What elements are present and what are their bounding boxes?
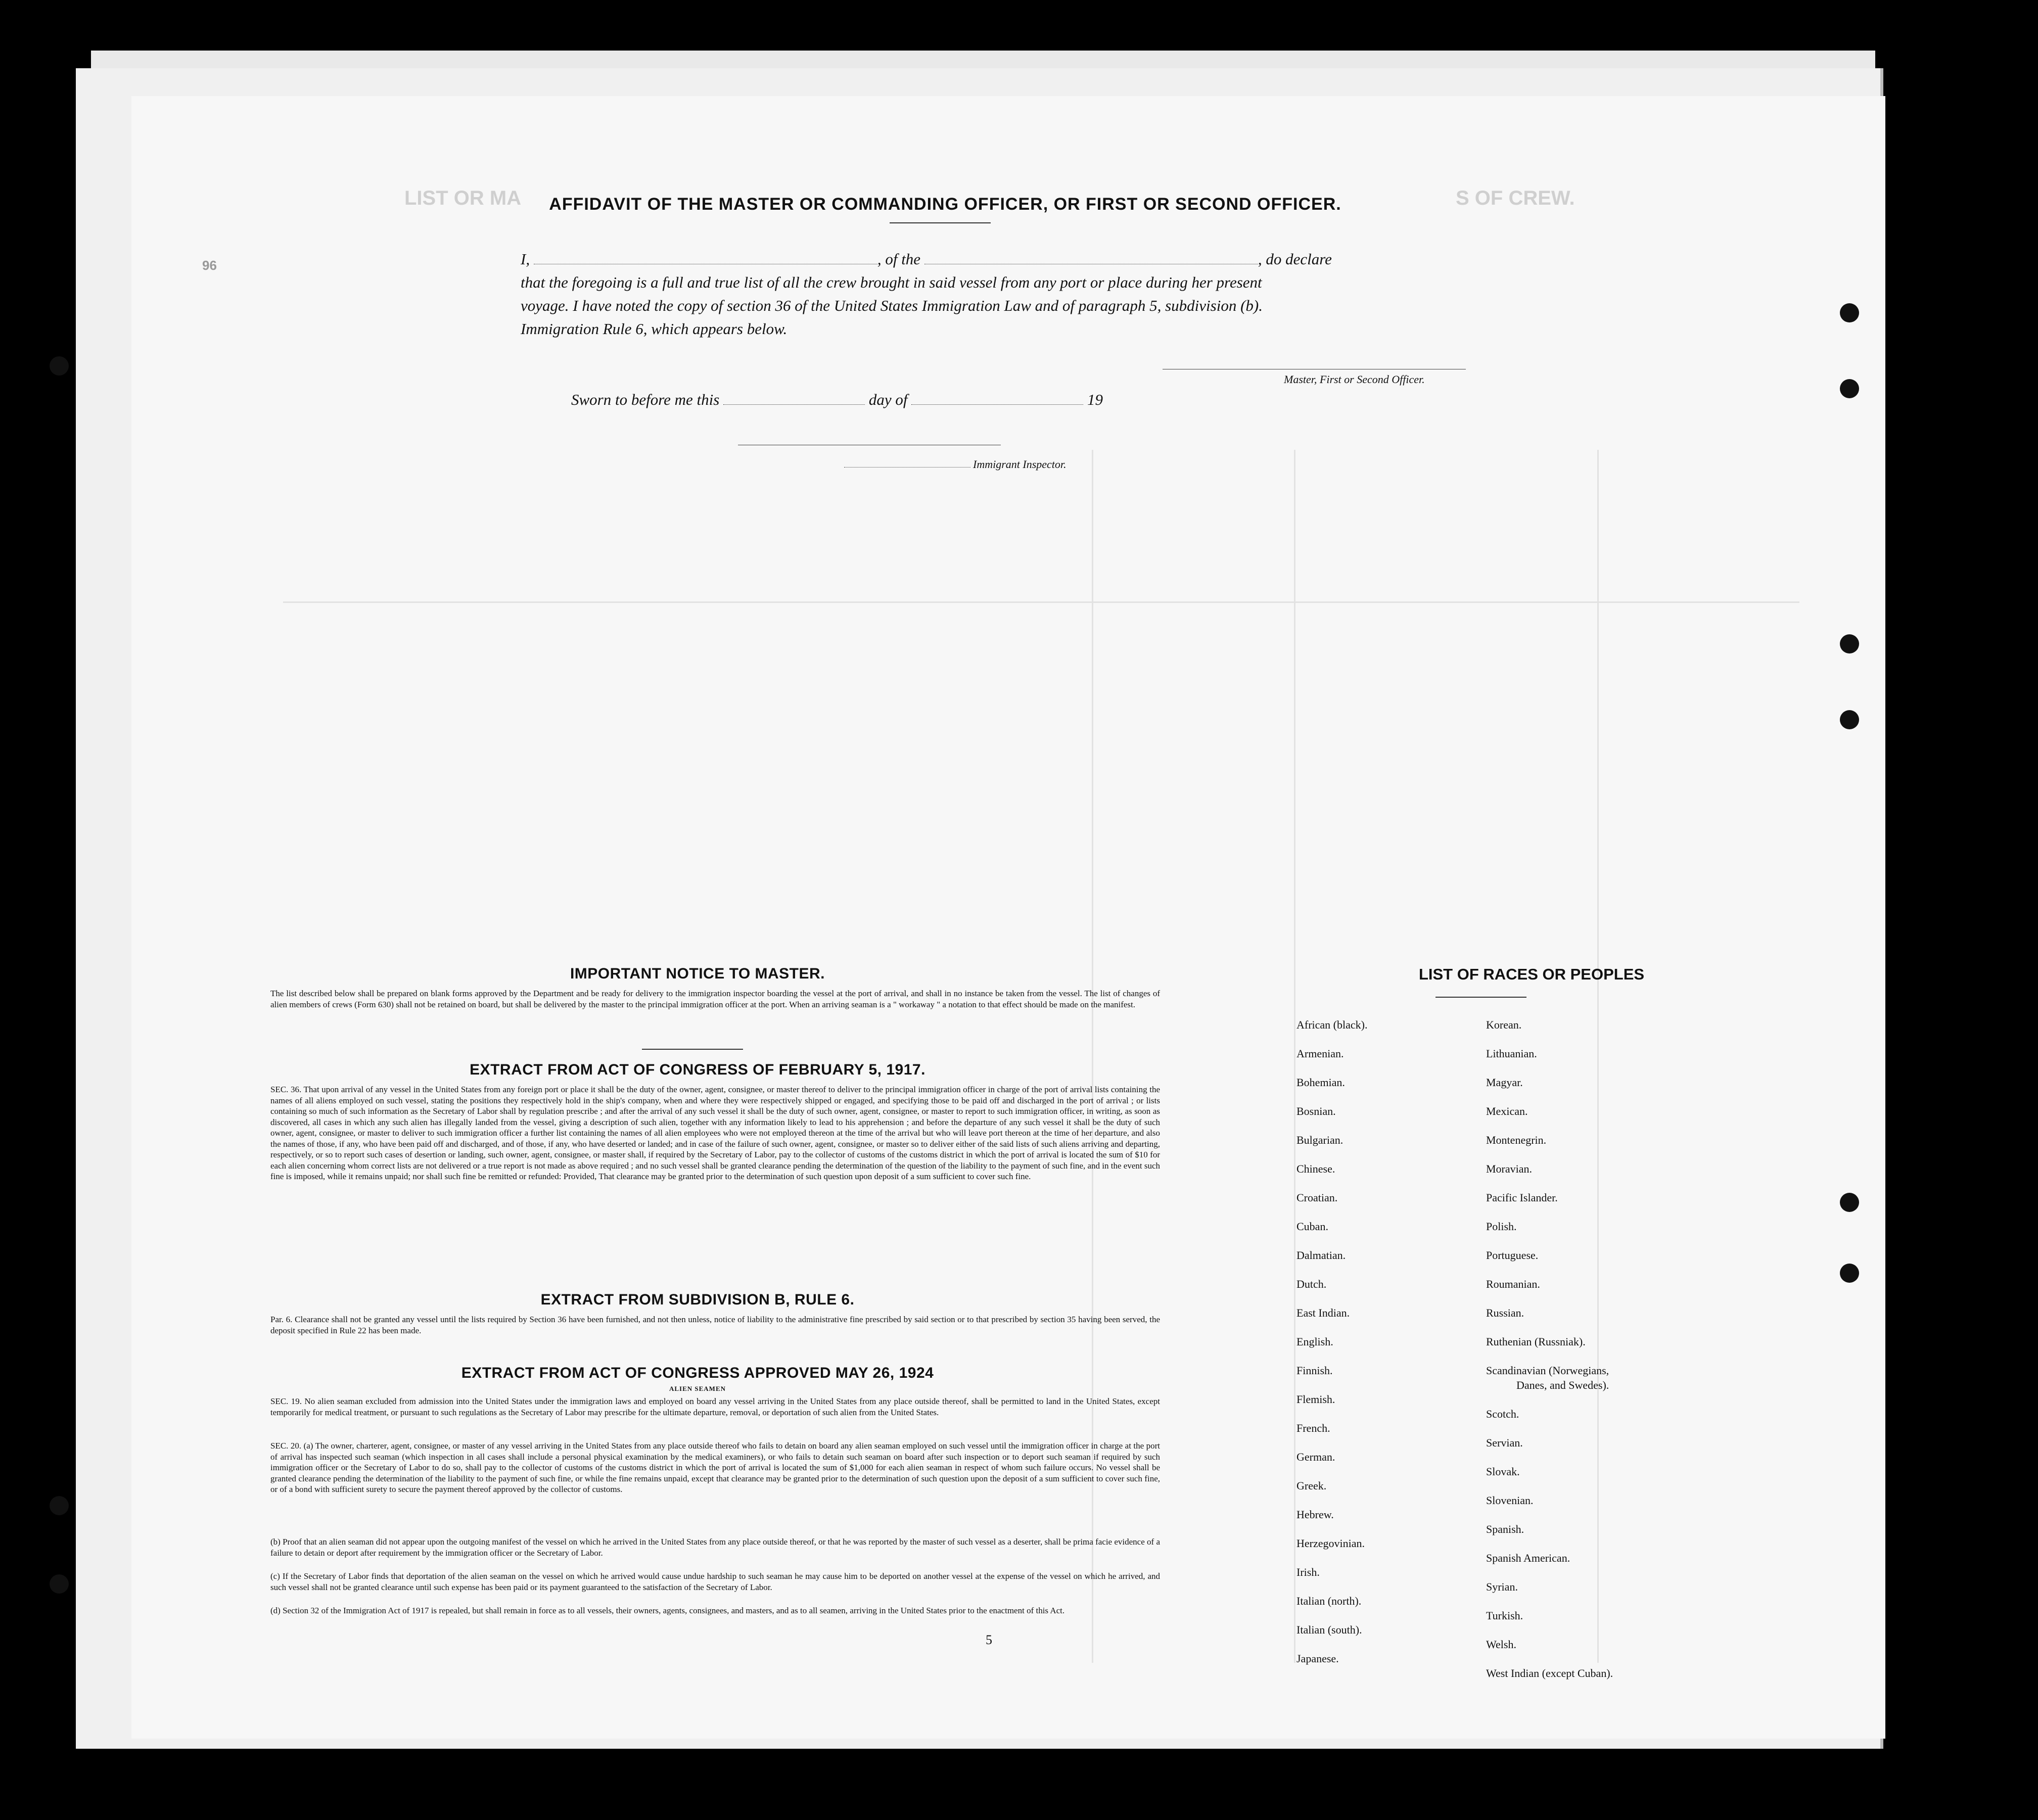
race-item: Flemish. [1296,1393,1335,1406]
document-page [131,96,1885,1739]
inspector-caption: Immigrant Inspector. [973,458,1067,471]
i-label: I, [521,250,530,268]
race-item: Italian (south). [1296,1623,1362,1636]
bottom-mark: 5 [986,1632,992,1647]
divider [642,1049,743,1050]
race-item: Magyar. [1486,1076,1523,1089]
race-item: Greek. [1296,1479,1327,1492]
rule6-heading-wrap [230,1291,1165,1309]
race-item: Bulgarian. [1296,1134,1344,1146]
sec20b-body: (b) Proof that an alien seaman did not appear upon the outgoing manifest of the vessel on which he arrived in the United States from any place outside thereof, or that he was reported by the master of such vessel as a deserter, shall be prima facie evidence of a failure to detain or deport after requirement by the immigration officer or the Secretary of Labor. [270,1537,1160,1558]
race-item: Slovak. [1486,1465,1520,1478]
race-item: Bohemian. [1296,1076,1345,1089]
extract-1917-heading-wrap [230,1061,1165,1079]
sec20c-body: (c) If the Secretary of Labor finds that deportation of the alien seaman on the vessel on which he arrived would cause undue hardship to such seaman he may cause him to be deported on another vessel at the expense of the vessel on which he arrived, and such vessel shall not be granted clearance until such expense has been paid or its payment guaranteed to the satisfaction of the Secretary of Labor. [270,1571,1160,1592]
race-item: Pacific Islander. [1486,1191,1558,1204]
race-item: Montenegrin. [1486,1134,1547,1146]
sworn-line [571,388,1103,411]
sworn-day-field[interactable] [723,390,865,405]
sworn-label: Sworn to before me this [571,391,720,408]
binder-hole [1840,1264,1859,1283]
race-item: Mexican. [1486,1105,1528,1117]
race-item: German. [1296,1451,1335,1463]
race-item: Polish. [1486,1220,1517,1233]
race-item: Portuguese. [1486,1249,1539,1262]
race-item: Spanish. [1486,1523,1524,1535]
race-item: Dutch. [1296,1278,1327,1290]
race-item: Chinese. [1296,1162,1335,1175]
race-item: Dalmatian. [1296,1249,1346,1262]
binder-hole [1840,379,1859,398]
race-item: Servian. [1486,1436,1523,1449]
bleed-through-text: LIST OR MA [404,187,522,209]
bleed-through-line [1294,450,1295,1663]
extract-1924-heading-wrap [230,1365,1165,1382]
binder-hole [50,1496,69,1515]
race-item: Croatian. [1296,1191,1338,1204]
race-item: Ruthenian (Russniak). [1486,1335,1586,1348]
race-item: English. [1296,1335,1333,1348]
race-item: Russian. [1486,1306,1524,1319]
race-item: Italian (north). [1296,1595,1362,1607]
bleed-through-line [283,601,1799,603]
race-item: Slovenian. [1486,1494,1534,1507]
rule6-body: Par. 6. Clearance shall not be granted any vessel until the lists required by Section 36 have been furnished, and not then unless, notice of liability to the administrative fine prescribed by said section or to that prescribed by section 35 having been served, the deposit specified in Rule 22 has been made. [270,1315,1160,1335]
name-field[interactable] [534,250,877,264]
sec19-body: SEC. 19. No alien seaman excluded from admission into the United States under the immigration laws and employed on board any vessel arriving in the United States from any place outside thereof, shall be permitted to land in the United States, except temporarily for medical treatment, or pursuant to such regulations as the Secretary of Labor may prescribe for the ultimate departure, removal, or deportation of such alien from the United States. [270,1396,1160,1417]
extract-1924-subtitle: ALIEN SEAMEN [669,1385,726,1392]
binder-hole [50,1574,69,1594]
race-item: Armenian. [1296,1047,1344,1060]
binder-hole [50,356,69,376]
race-item: Roumanian. [1486,1278,1540,1290]
race-item: Herzegovinian. [1296,1537,1365,1550]
race-item: West Indian (except Cuban). [1486,1667,1613,1679]
race-item: African (black). [1296,1018,1368,1031]
extract-1924-title: EXTRACT FROM ACT OF CONGRESS APPROVED MAY 26, 1924 [461,1365,934,1381]
affidavit-line-1 [521,248,1648,271]
notice-title: IMPORTANT NOTICE TO MASTER. [570,965,825,982]
affidavit-line-3: voyage. I have noted the copy of section 36 of the United States Immigration Law and of paragraph 5, subdivision (b). [521,297,1263,314]
divider [1435,997,1526,998]
inspector-dotted-line[interactable] [844,467,970,468]
bleed-through-text: S OF CREW. [1456,187,1575,209]
race-item: Scotch. [1486,1408,1519,1420]
race-item: French. [1296,1422,1330,1434]
race-item: Korean. [1486,1018,1522,1031]
races-title: LIST OF RACES OR PEOPLES [1418,965,1645,983]
divider [890,222,991,223]
race-item: Irish. [1296,1566,1320,1578]
race-item: Lithuanian. [1486,1047,1537,1060]
binder-hole [1840,634,1859,654]
binder-hole [1840,1193,1859,1212]
rule6-title: EXTRACT FROM SUBDIVISION B, RULE 6. [540,1291,855,1308]
binder-hole [1840,303,1859,322]
sworn-month-field[interactable] [911,390,1083,405]
affidavit-title: AFFIDAVIT OF THE MASTER OR COMMANDING OFFICER, OR FIRST OR SECOND OFFICER. [549,195,1341,214]
race-item: Hebrew. [1296,1508,1334,1521]
race-item: Japanese. [1296,1652,1339,1665]
race-item: Turkish. [1486,1609,1523,1622]
race-item: Syrian. [1486,1580,1518,1593]
affidavit-line-4: Immigration Rule 6, which appears below. [521,320,788,338]
race-item: Danes, and Swedes). [1516,1379,1609,1391]
sec20d-body: (d) Section 32 of the Immigration Act of 1917 is repealed, but shall remain in force as to all vessels, their owners, agents, consignees, and masters, and as to all seamen, arriving in the United States prior to the enactment of this Act. [270,1606,1065,1615]
affidavit-line-2: that the foregoing is a full and true list of all the crew brought in said vessel from any port or place during her present [521,273,1262,291]
race-item: Finnish. [1296,1364,1333,1377]
notice-heading-wrap [230,965,1165,981]
race-item: Welsh. [1486,1638,1516,1651]
do-declare-label: , do declare [1258,250,1332,268]
year-prefix: 19 [1087,391,1103,408]
race-item: Cuban. [1296,1220,1328,1233]
race-item: Spanish American. [1486,1552,1570,1564]
race-item: Scandinavian (Norwegians, [1486,1364,1609,1377]
sec20a-body: SEC. 20. (a) The owner, charterer, agent, consignee, or master of any vessel arriving in the United States from any place outside thereof who fails to detain on board any alien seaman employed on such vessel until the immigration officer in charge at the port of arrival has inspected such seaman (which inspection in all cases shall include a personal physical examination by the medical examiners), or who fails to detain such seaman on board after such inspection or to deport such seaman if required by such immigration officer or the Secretary of Labor to do so, shall pay to the collector of customs of the customs district in which the port of arrival is located the sum of $1,000 for each alien seaman in respect of whom such failure occurs. No vessel shall be granted clearance pending the determination of the liability to the payment of such fine, or while the fine remains unpaid, except that clearance may be granted prior to the determination of such question upon the deposit of a sum sufficient to cover such fine, or of a bond with sufficient surety to secure the payment thereof approved by the collector of customs. [270,1441,1160,1494]
race-item: Moravian. [1486,1162,1533,1175]
race-item: East Indian. [1296,1306,1350,1319]
binder-hole [1840,710,1859,729]
vessel-field[interactable] [924,250,1258,264]
extract-1917-body: SEC. 36. That upon arrival of any vessel in the United States from any foreign port or place it shall be the duty of the owner, agent, consignee, or master thereof to deliver to the principal immigration officer in charge of the port of arrival lists containing the names of all aliens employed on such vessel, stating the positions they respectively hold in the ship's company, when and where they were respectively shipped or engaged, and specifying those to be paid off and discharged in the port of arrival ; or lists containing so much of such information as the Secretary of Labor shall by regulation prescribe ; and after the arrival of any such vessel it shall be the duty of such owner, agent, consignee, or master to report to such immigration officer, in writing, as soon as discovered, all cases in which any such alien has illegally landed from the vessel, giving a description of such alien, together with any information likely to lead to his apprehension ; and before the departure of any such vessel it shall be the duty of such owner, agent, consignee, or master to deliver to such immigration officer a further list containing the names of all alien employees who were not employed thereon at the time of the arrival but who will leave port thereon at the time of her departure, and also the names of those, if any, who have been paid off and discharged, and of those, if any, who have deserted or landed; and in case of the failure of such owner, agent, consignee, or master so to deliver either of the said lists of such aliens arriving and departing, respectively, or so to report such cases of desertion or landing, such owner, agent, consignee, or master shall, if required by the Secretary of Labor, pay to the collector of customs of the customs district in which the port of arrival is located the sum of $10 for each alien concerning whom correct lists are not delivered or a true report is not made as above required ; and no such vessel shall be granted clearance pending the determination of the question of the liability to the payment of such fine, and in the event such fine is imposed, while it remains unpaid; nor shall such fine be remitted or refunded: Provided, That clearance may be granted prior to the determination of such question upon deposit of a sum sufficient to cover such fine. [270,1085,1160,1181]
race-item: Bosnian. [1296,1105,1336,1117]
notice-body: The list described below shall be prepared on blank forms approved by the Department and be ready for delivery to the immigration inspector boarding the vessel at the port of arrival, and shall in no instance be taken from the vessel. The list of changes of alien members of crews (Form 630) shall not be retained on board, but shall be delivered by the master to the principal immigration officer at the port. When an arriving seaman is a " workaway " a notation to that effect should be made on the manifest. [270,989,1160,1009]
day-of-label: day of [868,391,908,408]
bleed-through-line [1597,450,1599,1663]
extract-1917-title: EXTRACT FROM ACT OF CONGRESS OF FEBRUARY 5, 1917. [470,1061,925,1078]
master-caption: Master, First or Second Officer. [1284,373,1425,386]
of-the-label: , of the [877,250,921,268]
page-number-mark: 96 [202,258,217,273]
